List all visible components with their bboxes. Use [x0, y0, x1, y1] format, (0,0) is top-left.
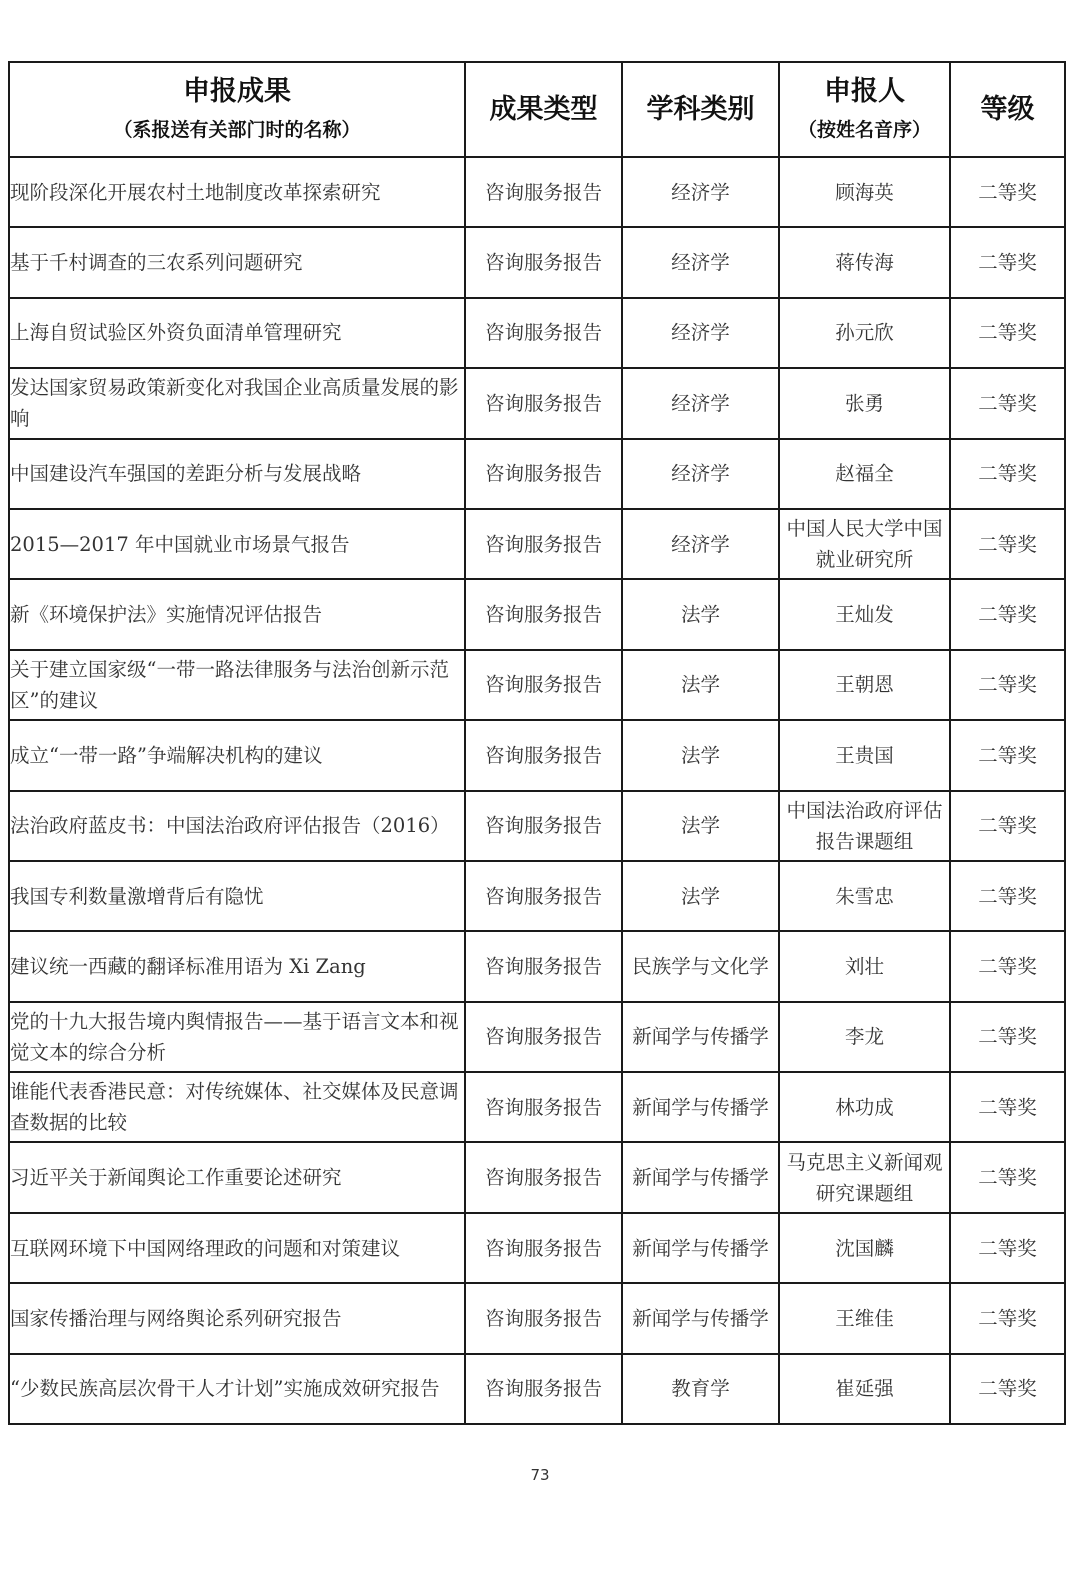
- cell-title: 新《环境保护法》实施情况评估报告: [9, 579, 465, 649]
- cell-title: 建议统一西藏的翻译标准用语为 Xi Zang: [9, 931, 465, 1001]
- cell-applicant: 朱雪忠: [779, 861, 950, 931]
- header-type-label: 成果类型: [489, 93, 598, 125]
- cell-applicant: 崔延强: [779, 1354, 950, 1424]
- cell-type: 咨询服务报告: [465, 931, 622, 1001]
- cell-applicant: 刘壮: [779, 931, 950, 1001]
- cell-type: 咨询服务报告: [465, 1213, 622, 1283]
- cell-title: 党的十九大报告境内舆情报告——基于语言文本和视觉文本的综合分析: [9, 1002, 465, 1072]
- cell-title: 基于千村调查的三农系列问题研究: [9, 227, 465, 297]
- cell-applicant: 李龙: [779, 1002, 950, 1072]
- header-grade: [950, 62, 1065, 157]
- cell-grade: 二等奖: [950, 650, 1065, 720]
- cell-discipline: 新闻学与传播学: [622, 1213, 779, 1283]
- cell-title: 国家传播治理与网络舆论系列研究报告: [9, 1283, 465, 1353]
- cell-grade: 二等奖: [950, 227, 1065, 297]
- cell-discipline: 经济学: [622, 509, 779, 579]
- page-number: 73: [530, 1466, 550, 1484]
- cell-grade: 二等奖: [950, 1142, 1065, 1212]
- cell-grade: 二等奖: [950, 931, 1065, 1001]
- cell-discipline: 新闻学与传播学: [622, 1072, 779, 1142]
- cell-discipline: 法学: [622, 791, 779, 861]
- header-title-sub: （系报送有关部门时的名称）: [113, 118, 361, 141]
- header-applicant-main: 申报人: [824, 75, 905, 107]
- cell-type: 咨询服务报告: [465, 861, 622, 931]
- cell-applicant: 蒋传海: [779, 227, 950, 297]
- table-row: [9, 1283, 1065, 1353]
- cell-type: 咨询服务报告: [465, 1142, 622, 1212]
- table-row: [9, 1354, 1065, 1424]
- cell-discipline: 经济学: [622, 368, 779, 438]
- cell-title: 习近平关于新闻舆论工作重要论述研究: [9, 1142, 465, 1212]
- table-row: [9, 720, 1065, 790]
- cell-discipline: 法学: [622, 861, 779, 931]
- cell-discipline: 法学: [622, 720, 779, 790]
- cell-grade: 二等奖: [950, 368, 1065, 438]
- table-row: [9, 579, 1065, 649]
- cell-discipline: 民族学与文化学: [622, 931, 779, 1001]
- header-applicant-sub: （按姓名音序）: [797, 118, 931, 141]
- table-row: [9, 791, 1065, 861]
- cell-type: 咨询服务报告: [465, 157, 622, 227]
- table-row: [9, 298, 1065, 368]
- cell-grade: 二等奖: [950, 298, 1065, 368]
- table-row: [9, 931, 1065, 1001]
- cell-title: 现阶段深化开展农村土地制度改革探索研究: [9, 157, 465, 227]
- table-row: [9, 227, 1065, 297]
- cell-title: 中国建设汽车强国的差距分析与发展战略: [9, 439, 465, 509]
- cell-grade: 二等奖: [950, 1213, 1065, 1283]
- cell-discipline: 经济学: [622, 298, 779, 368]
- cell-discipline: 经济学: [622, 439, 779, 509]
- cell-title: 2015—2017 年中国就业市场景气报告: [9, 509, 465, 579]
- cell-type: 咨询服务报告: [465, 368, 622, 438]
- cell-title: 发达国家贸易政策新变化对我国企业高质量发展的影响: [9, 368, 465, 438]
- cell-grade: 二等奖: [950, 579, 1065, 649]
- cell-type: 咨询服务报告: [465, 650, 622, 720]
- header-title: [9, 62, 465, 157]
- cell-type: 咨询服务报告: [465, 439, 622, 509]
- header-discipline: [622, 62, 779, 157]
- header-title-main: 申报成果: [183, 75, 291, 107]
- cell-applicant: 中国人民大学中国就业研究所: [779, 509, 950, 579]
- table-row: [9, 509, 1065, 579]
- cell-grade: 二等奖: [950, 439, 1065, 509]
- cell-title: 法治政府蓝皮书：中国法治政府评估报告（2016）: [9, 791, 465, 861]
- cell-discipline: 经济学: [622, 157, 779, 227]
- cell-applicant: 张勇: [779, 368, 950, 438]
- cell-type: 咨询服务报告: [465, 1283, 622, 1353]
- cell-applicant: 林功成: [779, 1072, 950, 1142]
- cell-applicant: 顾海英: [779, 157, 950, 227]
- table-row: [9, 1213, 1065, 1283]
- cell-type: 咨询服务报告: [465, 1072, 622, 1142]
- header-grade-label: 等级: [980, 93, 1035, 125]
- cell-grade: 二等奖: [950, 1354, 1065, 1424]
- header-type: [465, 62, 622, 157]
- cell-discipline: 新闻学与传播学: [622, 1142, 779, 1212]
- cell-discipline: 教育学: [622, 1354, 779, 1424]
- cell-type: 咨询服务报告: [465, 1002, 622, 1072]
- table-row: [9, 1072, 1065, 1142]
- table-row: [9, 650, 1065, 720]
- cell-discipline: 新闻学与传播学: [622, 1002, 779, 1072]
- cell-type: 咨询服务报告: [465, 720, 622, 790]
- award-table: [8, 61, 1066, 1425]
- cell-discipline: 新闻学与传播学: [622, 1283, 779, 1353]
- cell-title: “少数民族高层次骨干人才计划”实施成效研究报告: [9, 1354, 465, 1424]
- table-body: [9, 157, 1065, 1424]
- cell-grade: 二等奖: [950, 720, 1065, 790]
- cell-discipline: 经济学: [622, 227, 779, 297]
- header-applicant: [779, 62, 950, 157]
- cell-discipline: 法学: [622, 650, 779, 720]
- cell-title: 互联网环境下中国网络理政的问题和对策建议: [9, 1213, 465, 1283]
- cell-type: 咨询服务报告: [465, 227, 622, 297]
- cell-applicant: 孙元欣: [779, 298, 950, 368]
- table-row: [9, 439, 1065, 509]
- table-row: [9, 1142, 1065, 1212]
- cell-grade: 二等奖: [950, 1002, 1065, 1072]
- cell-type: 咨询服务报告: [465, 298, 622, 368]
- cell-applicant: 王朝恩: [779, 650, 950, 720]
- cell-title: 谁能代表香港民意：对传统媒体、社交媒体及民意调查数据的比较: [9, 1072, 465, 1142]
- cell-grade: 二等奖: [950, 791, 1065, 861]
- cell-title: 上海自贸试验区外资负面清单管理研究: [9, 298, 465, 368]
- cell-applicant: 中国法治政府评估报告课题组: [779, 791, 950, 861]
- cell-grade: 二等奖: [950, 157, 1065, 227]
- table-row: [9, 368, 1065, 438]
- header-row: [9, 62, 1065, 157]
- cell-applicant: 沈国麟: [779, 1213, 950, 1283]
- table-row: [9, 157, 1065, 227]
- cell-applicant: 马克思主义新闻观研究课题组: [779, 1142, 950, 1212]
- cell-applicant: 赵福全: [779, 439, 950, 509]
- cell-title: 我国专利数量激增背后有隐忧: [9, 861, 465, 931]
- cell-grade: 二等奖: [950, 861, 1065, 931]
- table-row: [9, 1002, 1065, 1072]
- cell-applicant: 王维佳: [779, 1283, 950, 1353]
- cell-grade: 二等奖: [950, 1072, 1065, 1142]
- cell-grade: 二等奖: [950, 509, 1065, 579]
- cell-title: 成立“一带一路”争端解决机构的建议: [9, 720, 465, 790]
- cell-grade: 二等奖: [950, 1283, 1065, 1353]
- cell-type: 咨询服务报告: [465, 509, 622, 579]
- header-discipline-label: 学科类别: [646, 93, 755, 125]
- cell-applicant: 王贵国: [779, 720, 950, 790]
- cell-discipline: 法学: [622, 579, 779, 649]
- cell-title: 关于建立国家级“一带一路法律服务与法治创新示范区”的建议: [9, 650, 465, 720]
- cell-applicant: 王灿发: [779, 579, 950, 649]
- table-row: [9, 861, 1065, 931]
- cell-type: 咨询服务报告: [465, 1354, 622, 1424]
- cell-type: 咨询服务报告: [465, 791, 622, 861]
- cell-type: 咨询服务报告: [465, 579, 622, 649]
